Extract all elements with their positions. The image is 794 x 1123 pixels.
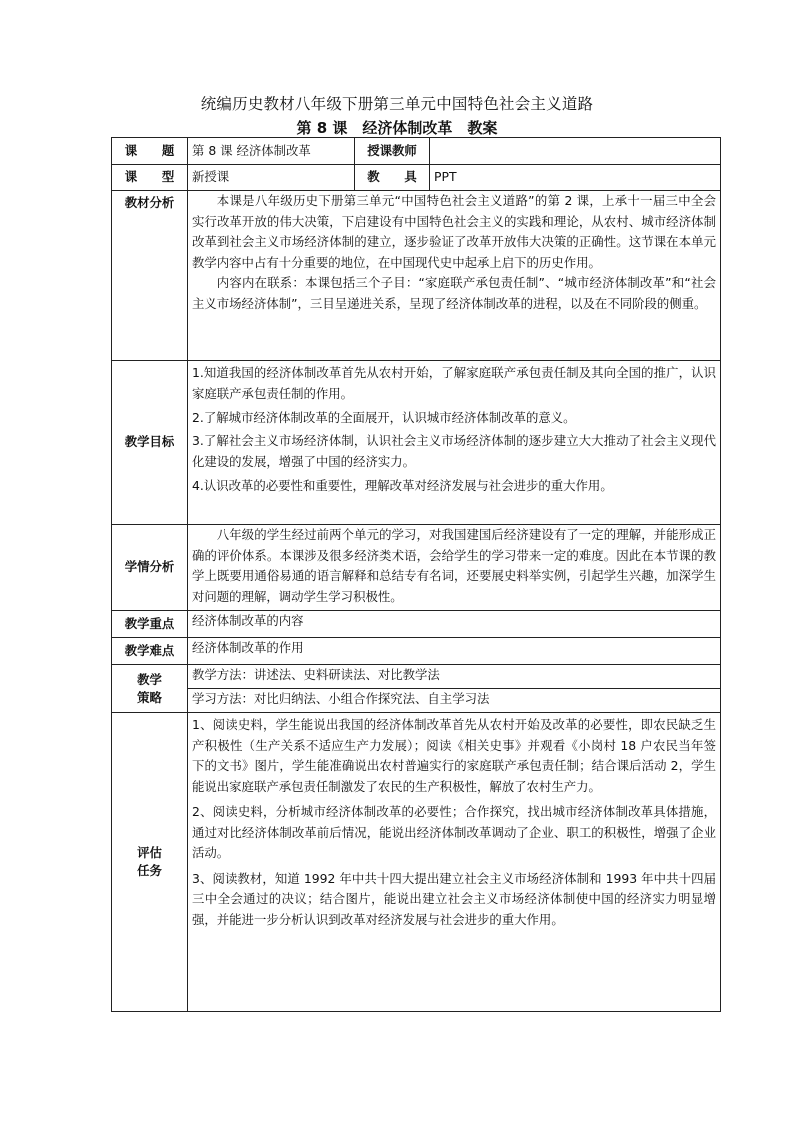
row-type [112, 165, 721, 191]
objective-item: 2.了解城市经济体制改革的全面展开，认识城市经济体制改革的意义。 [192, 409, 576, 425]
strategy-label-line1: 教学 [137, 671, 162, 687]
difficulty-label: 教学难点 [112, 638, 188, 665]
row-students [112, 525, 721, 611]
document-title: 统编历史教材八年级下册第三单元中国特色社会主义道路 [200, 95, 594, 113]
objectives-label: 教学目标 [112, 361, 188, 525]
analysis-paragraph-2: 内容内在联系：本课包括三个子目：“家庭联产承包责任制”、“城市经济体制改革”和“社会主义市场经济体制”，三目呈递进关系，呈现了经济体制改革的进程，以及在不同阶段的侧重。 [192, 275, 716, 311]
evaluation-item: 3、阅读教材，知道 1992 年中共十四大提出建立社会主义市场经济体制和 1993 年中共十四届三中全会通过的决议；结合图片，能说出建立社会主义市场经济体制使中国的经济实力明显增强，并能进一步分析认识到改革对经济发展与社会进步的重大作用。 [192, 870, 716, 927]
key-point-value: 经济体制改革的内容 [188, 611, 721, 638]
difficulty-value: 经济体制改革的作用 [188, 638, 721, 665]
teacher-value [430, 138, 721, 165]
evaluation-item: 1、阅读史料，学生能说出我国的经济体制改革首先从农村开始及改革的必要性，即农民缺乏生产积极性（生产关系不适应生产力发展）；阅读《相关史事》并观看《小岗村 18 户农民当年签下的文书》图片，学生能准确说出农村普遍实行的家庭联产承包责任制；结合课后活动 2，学生能说出家庭联产承包责任制激发了农民的生产积极性，解放了农村生产力。 [192, 717, 716, 794]
lesson-title: 第 8 课 经济体制改革 教案 [296, 119, 498, 137]
topic-label: 课 题 [112, 138, 188, 165]
evaluation-content [188, 713, 721, 1012]
learning-methods: 学习方法：对比归纳法、小组合作探究法、自主学习法 [188, 689, 721, 713]
row-difficulty [112, 638, 721, 665]
evaluation-item: 2、阅读史料，分析城市经济体制改革的必要性；合作探究，找出城市经济体制改革具体措施，通过对比经济体制改革前后情况，能说出经济体制改革调动了企业、职工的积极性，增强了企业活动。 [192, 804, 716, 860]
row-analysis [112, 191, 721, 361]
tools-label: 教 具 [355, 165, 430, 191]
teaching-methods: 教学方法：讲述法、史料研读法、对比教学法 [188, 665, 721, 689]
row-key-point [112, 611, 721, 638]
analysis-label: 教材分析 [112, 191, 188, 361]
evaluation-label [112, 713, 188, 1012]
analysis-content [188, 191, 721, 361]
topic-value: 第 8 课 经济体制改革 [188, 138, 355, 165]
students-paragraph: 八年级的学生经过前两个单元的学习，对我国建国后经济建设有了一定的理解，并能形成正确的评价体系。本课涉及很多经济类术语，会给学生的学习带来一定的难度。因此在本节课的教学上既要用通俗易通的语言解释和总结专有名词，还要展史料举实例，引起学生兴趣，加深学生对问题的理解，调动学生学习积极性。 [192, 527, 716, 604]
strategy-label [112, 665, 188, 713]
evaluation-label-line2: 任务 [137, 863, 162, 878]
analysis-paragraph-1: 本课是八年级历史下册第三单元“中国特色社会主义道路”的第 2 课，上承十一届三中全会实行改革开放的伟大决策，下启建设有中国特色社会主义的实践和理论，从农村、城市经济体制改革到社会主义市场经济体制的建立，逐步验证了改革开放伟大决策的正确性。这节课在本单元教学内容中占有十分重要的地位，在中国现代史中起承上启下的历史作用。 [192, 193, 716, 270]
teacher-label: 授课教师 [355, 138, 430, 165]
row-objectives [112, 361, 721, 525]
row-strategy-2 [112, 689, 721, 713]
row-strategy-1 [112, 665, 721, 689]
students-label: 学情分析 [112, 525, 188, 611]
evaluation-label-line1: 评估 [137, 845, 162, 860]
tools-value: PPT [430, 165, 721, 191]
lesson-plan-table [111, 137, 721, 1012]
strategy-label-line2: 策略 [137, 689, 162, 705]
type-value: 新授课 [188, 165, 355, 191]
key-point-label: 教学重点 [112, 611, 188, 638]
objective-item: 4.认识改革的必要性和重要性，理解改革对经济发展与社会进步的重大作用。 [192, 477, 613, 493]
row-evaluation [112, 713, 721, 1012]
row-topic [112, 138, 721, 165]
objectives-content [188, 361, 721, 525]
objective-item: 3.了解社会主义市场经济体制，认识社会主义市场经济体制的逐步建立大大推动了社会主义现代化建设的发展，增强了中国的经济实力。 [192, 433, 716, 470]
students-content [188, 525, 721, 611]
objective-item: 1.知道我国的经济体制改革首先从农村开始，了解家庭联产承包责任制及其向全国的推广，认识家庭联产承包责任制的作用。 [192, 365, 716, 401]
type-label: 课 型 [112, 165, 188, 191]
